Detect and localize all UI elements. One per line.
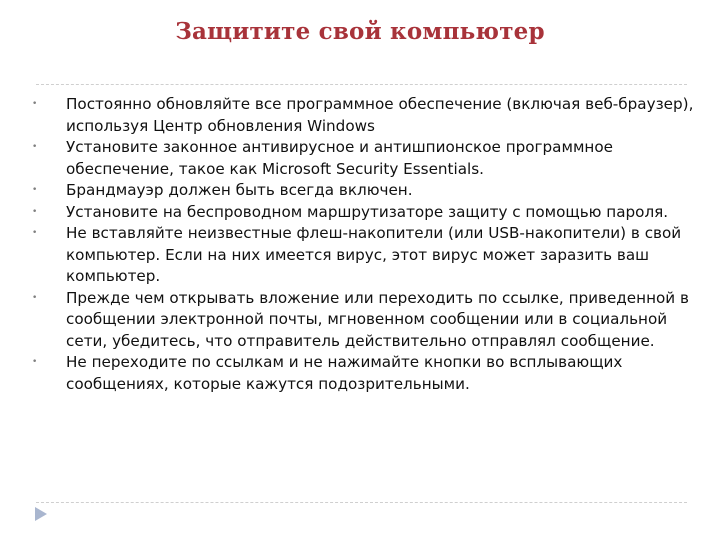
list-item [32, 137, 694, 180]
bullet-icon: • [32, 185, 38, 195]
bullet-text: Установите законное антивирусное и антишпионское программное обеспечение, такое как Microsoft Security Essentials. [66, 138, 613, 178]
list-item [32, 223, 694, 288]
bullet-text: Не вставляйте неизвестные флеш-накопители (или USB-накопители) в свой компьютер. Если на них имеется вирус, этот вирус может заразить ваш компьютер. [66, 224, 682, 285]
bullet-text: Прежде чем открывать вложение или переходить по ссылке, приведенной в сообщении электронной почты, мгновенном сообщении или в социальной сети, убедитесь, что отправитель действительно отправлял сообщение. [66, 288, 689, 350]
slide-title: Защитите свой компьютер [175, 18, 545, 45]
bullet-list [32, 94, 694, 395]
play-arrow-icon[interactable] [34, 506, 48, 522]
bullet-text: Установите на беспроводном маршрутизаторе защиту с помощью пароля. [66, 202, 669, 221]
list-item [32, 288, 694, 353]
list-item [32, 180, 694, 202]
bullet-icon: • [32, 228, 38, 238]
list-item [32, 352, 694, 395]
bullet-icon: • [32, 206, 38, 217]
bullet-text: Не переходите по ссылкам и не нажимайте кнопки во всплывающих сообщениях, которые кажутся подозрительными. [66, 353, 623, 393]
bullet-text: Брандмауэр должен быть всегда включен. [66, 181, 413, 199]
list-item [32, 94, 694, 137]
bottom-divider [36, 502, 687, 503]
bullet-text: Постоянно обновляйте все программное обеспечение (включая веб-браузер), используя Центр обновления Windows [66, 95, 694, 135]
bullet-icon: • [32, 357, 38, 367]
bullet-icon: • [32, 99, 38, 109]
top-divider [36, 84, 687, 85]
list-item [32, 202, 694, 224]
bullet-icon: • [32, 292, 38, 303]
bullet-icon: • [32, 142, 38, 152]
